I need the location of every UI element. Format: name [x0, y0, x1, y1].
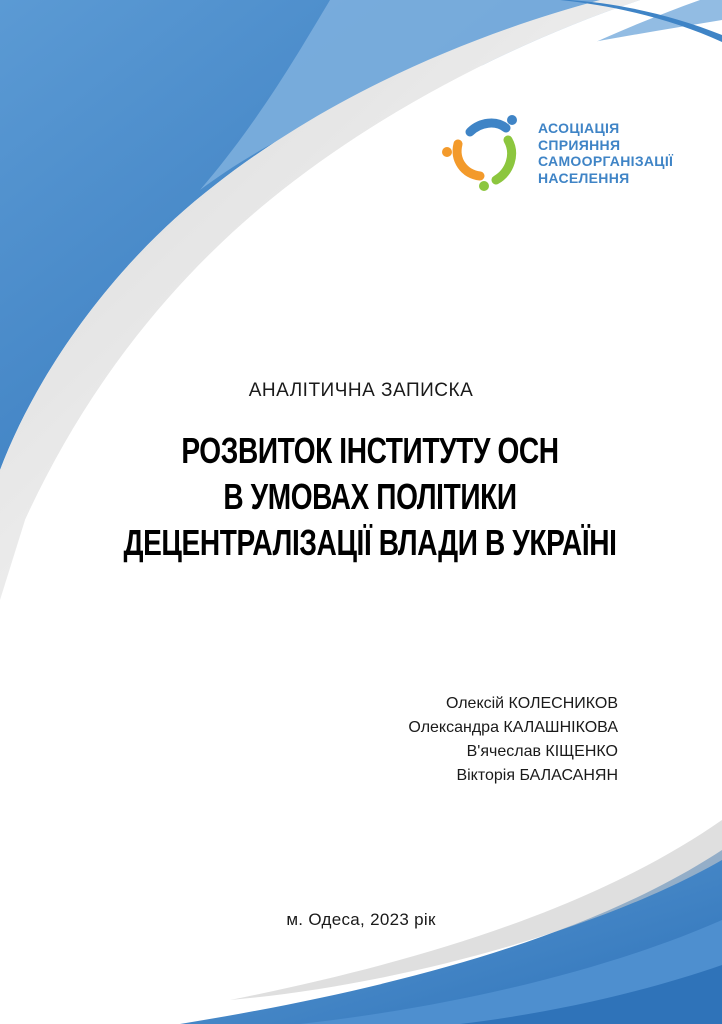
- logo-line: САМООРГАНІЗАЦІЇ: [538, 153, 674, 169]
- author-name: Олександра КАЛАШНІКОВА: [408, 719, 618, 736]
- document-type: АНАЛІТИЧНА ЗАПИСКА: [248, 380, 474, 401]
- authors-list: [408, 692, 618, 788]
- logo-line: АСОЦІАЦІЯ: [538, 120, 620, 136]
- title-line: РОЗВИТОК ІНСТИТУТУ ОСН: [181, 430, 559, 471]
- author-name: Олексій КОЛЕСНИКОВ: [445, 695, 618, 712]
- document-title: [81, 428, 658, 566]
- imprint-place-year: м. Одеса, 2023 рік: [286, 910, 436, 929]
- logo-wordmark: [538, 120, 673, 186]
- author-name: В'ячеслав КІЩЕНКО: [466, 743, 618, 760]
- author-name: Вікторія БАЛАСАНЯН: [456, 767, 618, 784]
- organization-logo: [440, 110, 700, 200]
- title-line: ДЕЦЕНТРАЛІЗАЦІЇ ВЛАДИ В УКРАЇНІ: [123, 522, 617, 563]
- association-logo-icon: [440, 110, 520, 192]
- logo-line: СПРИЯННЯ: [538, 136, 621, 153]
- logo-line: НАСЕЛЕННЯ: [538, 169, 630, 186]
- title-line: В УМОВАХ ПОЛІТИКИ: [223, 476, 517, 517]
